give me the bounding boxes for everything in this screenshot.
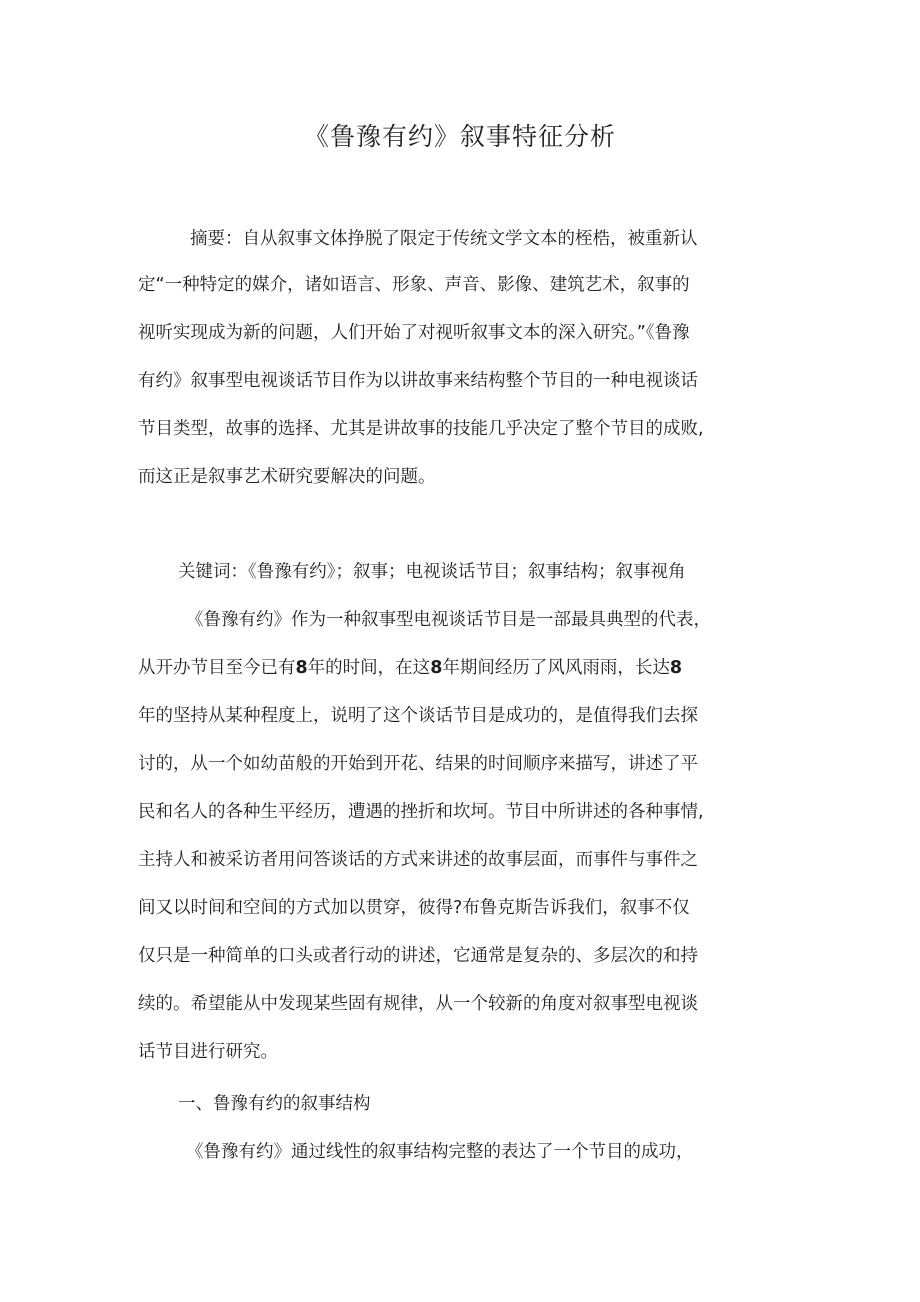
body-line-2-part-a: 从开办节目至今已有 (138, 658, 296, 678)
body-line-10: 话节目进行研究。 (138, 1042, 278, 1062)
abstract-line-4: 有约》叙事型电视谈话节目作为以讲故事来结构整个节目的一种电视谈话 (138, 371, 698, 391)
abstract-line-5: 节目类型，故事的选择、尤其是讲故事的技能几乎决定了整个节目的成败, (138, 419, 704, 439)
abstract-line-1: 摘要：自从叙事文体挣脱了限定于传统文学文本的桎梏，被重新认 (190, 229, 698, 249)
body-line-2-part-c: 年期间经历了风风雨雨，长达 (442, 658, 670, 678)
abstract-line-3: 视听实现成为新的问题，人们开始了对视听叙事文本的深入研究。”《鲁豫 (138, 323, 690, 343)
body-line-3: 年的坚持从某种程度上，说明了这个谈话节目是成功的，是值得我们去探 (138, 706, 698, 726)
body-line-4: 讨的，从一个如幼苗般的开始到开花、结果的时间顺序来描写，讲述了平 (138, 754, 698, 774)
body-line-2 (138, 655, 682, 681)
body-line-8: 仅只是一种简单的口头或者行动的讲述，它通常是复杂的、多层次的和持 (138, 946, 698, 966)
years-number-3: 8 (669, 658, 683, 678)
section-heading: 一、鲁豫有约的叙事结构 (178, 1094, 371, 1114)
body-line-1: 《鲁豫有约》作为一种叙事型电视谈话节目是一部最具典型的代表， (186, 610, 711, 630)
body-line-6: 主持人和被采访者用问答谈话的方式来讲述的故事层面，而事件与事件之 (138, 850, 698, 870)
section-line-1: 《鲁豫有约》通过线性的叙事结构完整的表达了一个节目的成功， (186, 1142, 694, 1162)
abstract-line-6: 而这正是叙事艺术研究要解决的问题。 (138, 467, 436, 487)
body-line-5: 民和名人的各种生平经历，遭遇的挫折和坎坷。节目中所讲述的各种事情, (138, 802, 704, 822)
body-line-2-part-b: 年的时间，在这 (307, 658, 431, 678)
body-line-9: 续的。希望能从中发现某些固有规律，从一个较新的角度对叙事型电视谈 (138, 994, 698, 1014)
years-number-2: 8 (430, 658, 443, 678)
keywords-line: 关键词：《鲁豫有约》；叙事；电视谈话节目；叙事结构；叙事视角 (178, 562, 686, 582)
document-title: 《鲁豫有约》叙事特征分析 (303, 122, 616, 151)
abstract-line-2: 定“一种特定的媒介，诸如语言、形象、声音、影像、建筑艺术，叙事的 (138, 275, 690, 295)
body-line-7: 间又以时间和空间的方式加以贯穿，彼得?布鲁克斯告诉我们，叙事不仅 (138, 898, 690, 918)
years-number-1: 8 (295, 658, 308, 678)
